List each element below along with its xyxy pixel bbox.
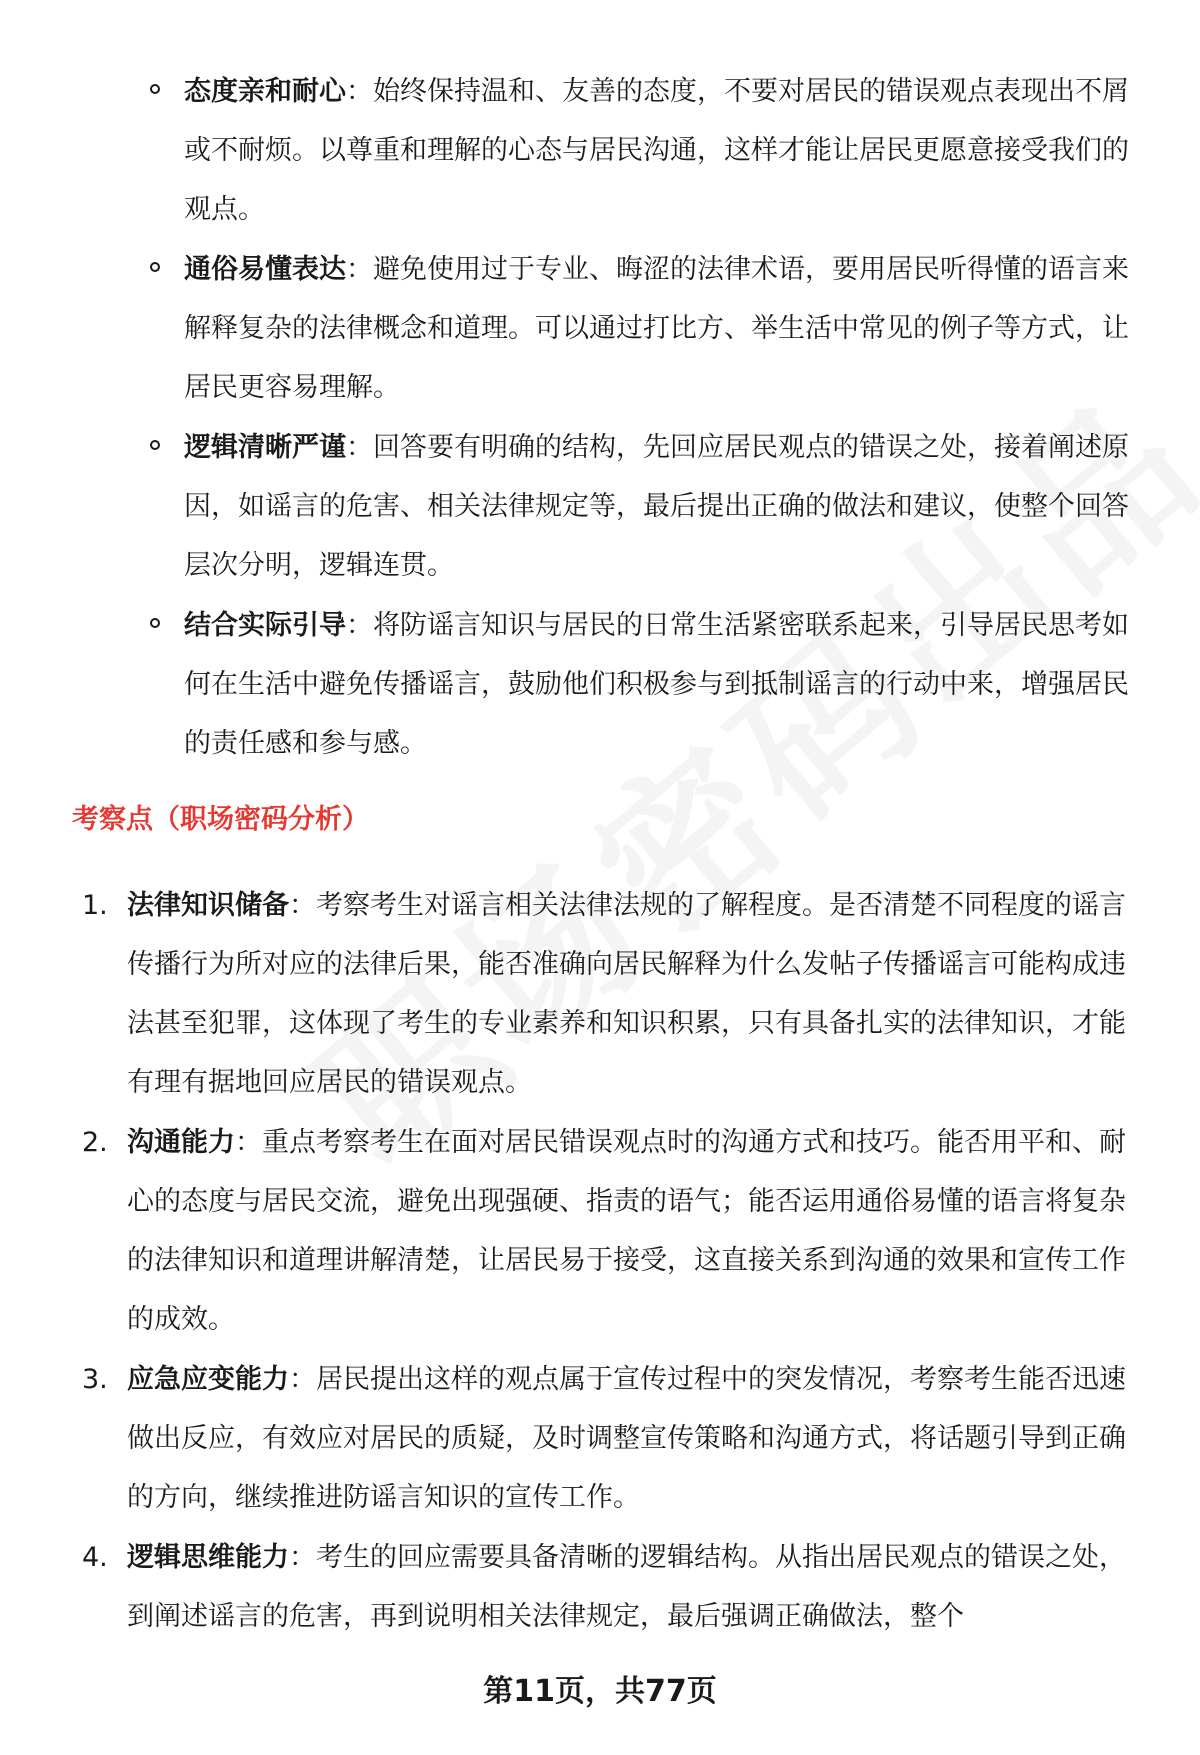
bullet-term: 通俗易懂表达 [184,254,346,285]
list-item [82,1528,1142,1646]
bullet-text: ：回答要有明确的结构，先回应居民观点的错误之处，接着阐述原因，如谣言的危害、相关法律规定等，最后提出正确的做法和建议，使整个回答层次分明，逻辑连贯。 [184,432,1129,581]
page-footer: 第11页，共77页 [483,1674,717,1709]
list-item [150,596,1140,773]
list-item [82,876,1142,1112]
bullet-text: ：始终保持温和、友善的态度，不要对居民的错误观点表现出不屑或不耐烦。以尊重和理解的心态与居民沟通，这样才能让居民更愿意接受我们的观点。 [184,76,1129,225]
bullet-term: 结合实际引导 [184,610,346,641]
item-text: ：考察考生对谣言相关法律法规的了解程度。是否清楚不同程度的谣言传播行为所对应的法律后果，能否准确向居民解释为什么发帖子传播谣言可能构成违法甚至犯罪，这体现了考生的专业素养和知识积累，只有具备扎实的法律知识，才能有理有据地回应居民的错误观点。 [127,890,1126,1098]
bullet-term: 逻辑清晰严谨 [184,432,346,463]
item-number: 2. [82,1127,108,1158]
list-item [82,1350,1142,1527]
bullet-term: 态度亲和耐心 [184,76,346,107]
item-text: ：考生的回应需要具备清晰的逻辑结构。从指出居民观点的错误之处，到阐述谣言的危害，再到说明相关法律规定，最后强调正确做法，整个 [127,1542,1126,1632]
list-item [150,62,1140,239]
bullet-text: ：避免使用过于专业、晦涩的法律术语，要用居民听得懂的语言来解释复杂的法律概念和道理。可以通过打比方、举生活中常见的例子等方式，让居民更容易理解。 [184,254,1129,403]
item-number: 3. [82,1364,108,1395]
hollow-circle-bullet-icon [150,440,160,450]
item-term: 沟通能力 [127,1127,235,1158]
item-text: ：重点考察考生在面对居民错误观点时的沟通方式和技巧。能否用平和、耐心的态度与居民交流，避免出现强硬、指责的语气；能否运用通俗易懂的语言将复杂的法律知识和道理讲解清楚，让居民易于接受，这直接关系到沟通的效果和宣传工作的成效。 [127,1127,1126,1335]
list-item [150,240,1140,417]
list-item [150,418,1140,595]
item-text: ：居民提出这样的观点属于宣传过程中的突发情况，考察考生能否迅速做出反应，有效应对居民的质疑，及时调整宣传策略和沟通方式，将话题引导到正确的方向，继续推进防谣言知识的宣传工作。 [127,1364,1126,1513]
hollow-circle-bullet-icon [150,84,160,94]
item-term: 法律知识储备 [127,890,289,921]
item-term: 应急应变能力 [127,1364,289,1395]
item-number: 4. [82,1542,108,1573]
assessment-points-list [82,876,1142,1647]
item-term: 逻辑思维能力 [127,1542,289,1573]
hollow-circle-bullet-icon [150,618,160,628]
hollow-circle-bullet-icon [150,262,160,272]
tips-bullet-list [150,62,1140,774]
item-number: 1. [82,890,108,921]
list-item [82,1113,1142,1349]
section-heading: 考察点（职场密码分析） [72,804,369,835]
bullet-text: ：将防谣言知识与居民的日常生活紧密联系起来，引导居民思考如何在生活中避免传播谣言，鼓励他们积极参与到抵制谣言的行动中来，增强居民的责任感和参与感。 [184,610,1129,759]
